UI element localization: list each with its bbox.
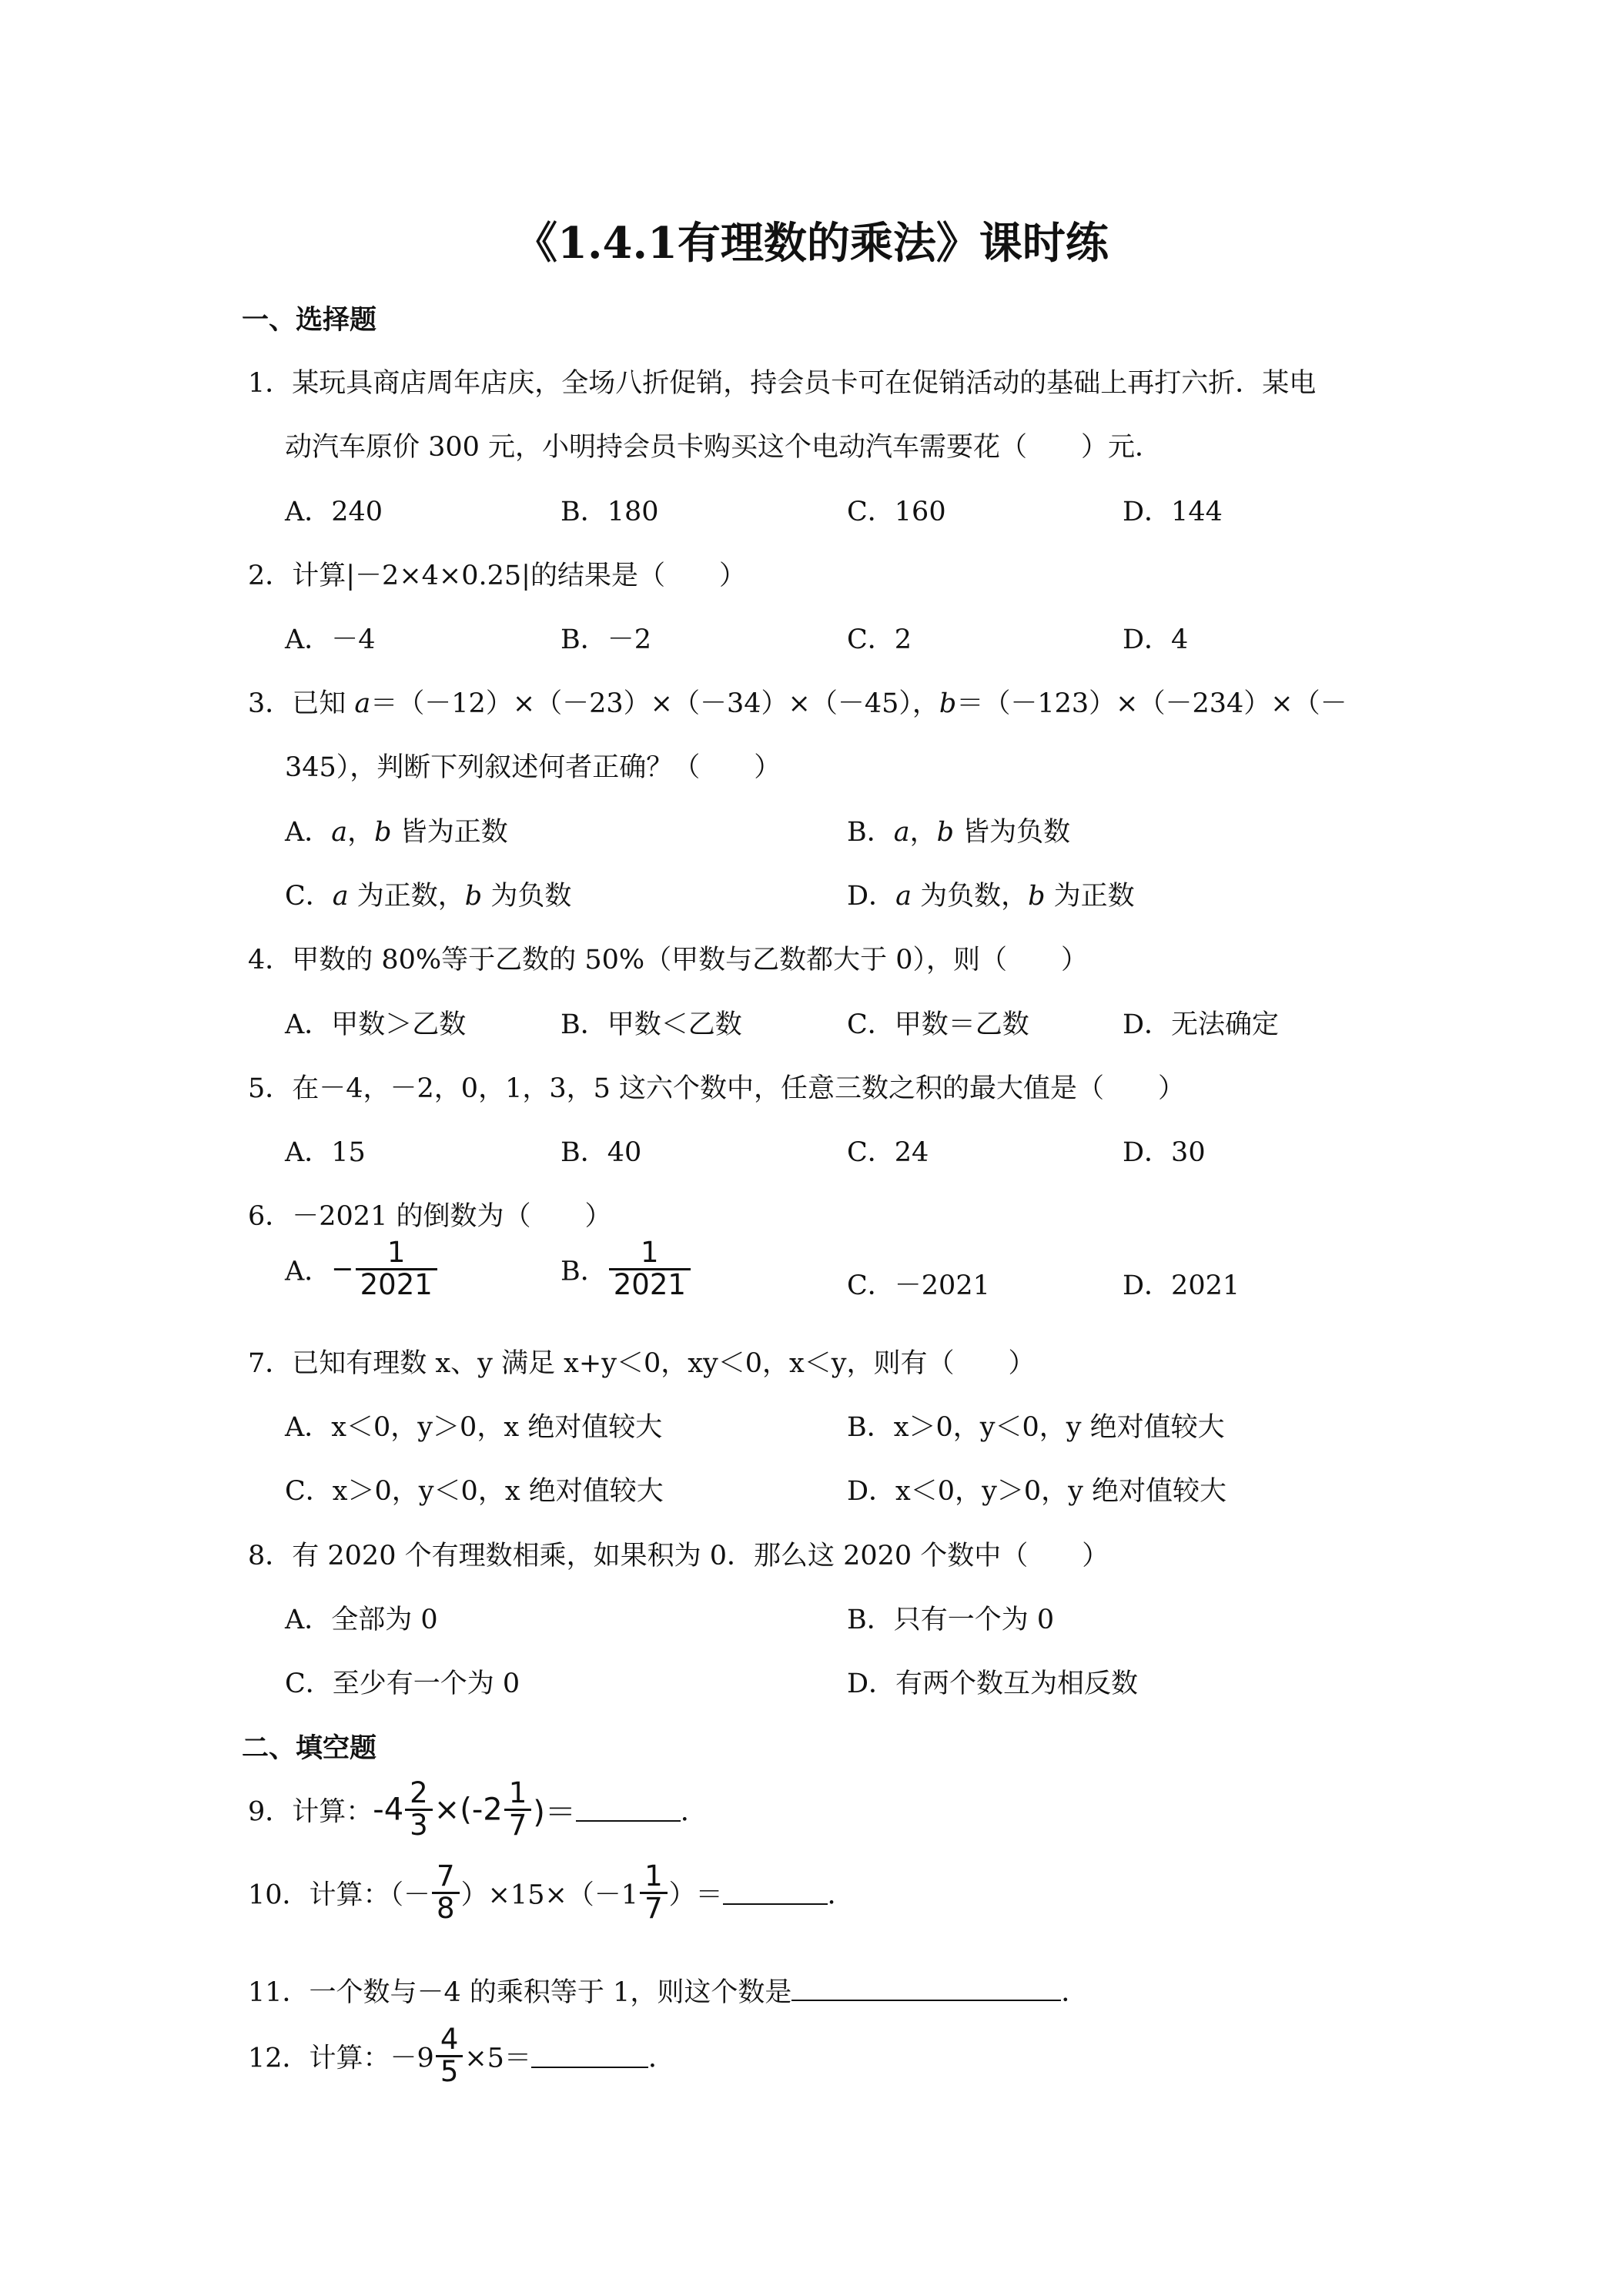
q9: 9．计算：-4 $\frac{2}{3}$ ×(-2 $\frac{1}{7}$ )＝ ． [248, 1776, 708, 1842]
q2-option-c: C．2 [847, 624, 912, 655]
q10-fraction-1: $\frac{7}{8}$ [432, 1862, 460, 1924]
q1-option-c: C．160 [847, 497, 946, 527]
q1-option-d: D．144 [1123, 497, 1223, 527]
q12: 12．计算：－9 $\frac{4}{5}$ ×5＝ ． [248, 2023, 675, 2088]
q6-option-b-fraction: $\frac{1}{2021}$ [609, 1238, 691, 1300]
q8-option-d: D．有两个数互为相反数 [847, 1668, 1139, 1699]
q12-fraction: $\frac{4}{5}$ [436, 2025, 463, 2087]
q1-stem-line2: 动汽车原价 300 元，小明持会员卡购买这个电动汽车需要花（ ）元． [285, 432, 1163, 463]
q7-stem: 7．已知有理数 x、y 满足 x+y＜0，xy＜0，x＜y，则有（ ） [248, 1348, 1036, 1379]
q2-option-b: B．－2 [561, 624, 651, 655]
q6-option-d: D．2021 [1123, 1270, 1240, 1301]
q1-option-a: A．240 [285, 497, 383, 527]
q6-option-c: C．－2021 [847, 1270, 990, 1301]
q3-stem-line2: 345），判断下列叙述何者正确？（ ） [285, 752, 781, 783]
q9-fraction-1: $\frac{2}{3}$ [405, 1779, 433, 1841]
q6-option-b: B． $\frac{1}{2021}$ [561, 1238, 692, 1300]
q7-option-a: A．x＜0，y＞0，x 绝对值较大 [285, 1412, 663, 1443]
q4-option-d: D．无法确定 [1123, 1009, 1280, 1040]
page-title: 《1.4.1有理数的乘法》课时练 [514, 218, 1109, 269]
q1-stem-line1: 1．某玩具商店周年店庆，全场八折促销，持会员卡可在促销活动的基础上再打六折．某电 [248, 368, 1317, 399]
q5-option-d: D．30 [1123, 1137, 1206, 1168]
q5-option-b: B．40 [561, 1137, 642, 1168]
q4-option-b: B．甲数＜乙数 [561, 1009, 742, 1040]
q6-stem: 6．－2021 的倒数为（ ） [248, 1201, 612, 1232]
q8-option-a: A．全部为 0 [285, 1605, 438, 1635]
q8-option-b: B．只有一个为 0 [847, 1605, 1055, 1635]
q5-option-c: C．24 [847, 1137, 929, 1168]
q5-stem: 5．在－4，－2，0，1，3，5 这六个数中，任意三数之积的最大值是（ ） [248, 1073, 1186, 1104]
section-fill-heading: 二、填空题 [242, 1732, 377, 1764]
q3-option-c: C．a 为正数，b 为负数 [285, 881, 572, 912]
q10: 10．计算：（－ $\frac{7}{8}$ ）×15×（－1 $\frac{1}{7}$ ）＝ ． [248, 1859, 855, 1925]
q4-option-a: A．甲数＞乙数 [285, 1009, 467, 1040]
q3-option-b: B．a，b 皆为负数 [847, 817, 1071, 848]
q7-option-d: D．x＜0，y＞0，y 绝对值较大 [847, 1476, 1227, 1507]
q10-fraction-2: $\frac{1}{7}$ [640, 1862, 668, 1924]
q4-stem: 4．甲数的 80%等于乙数的 50%（甲数与乙数都大于 0），则（ ） [248, 945, 1089, 976]
q6-option-a: A．− $\frac{1}{2021}$ [285, 1238, 439, 1300]
q8-stem: 8．有 2020 个有理数相乘，如果积为 0．那么这 2020 个数中（ ） [248, 1541, 1109, 1571]
q11-answer-blank[interactable] [791, 1976, 1061, 2001]
q9-fraction-2: $\frac{1}{7}$ [504, 1779, 532, 1841]
q8-option-c: C．至少有一个为 0 [285, 1668, 520, 1699]
section-choice-heading: 一、选择题 [242, 304, 377, 336]
q1-option-b: B．180 [561, 497, 659, 527]
q3-option-a: A．a，b 皆为正数 [285, 817, 508, 848]
q3-stem-line1: 3．已知 a＝（－12）×（－23）×（－34）×（－45），b＝（－123）×（－234）×（－ [248, 688, 1347, 719]
q7-option-b: B．x＞0，y＜0，y 绝对值较大 [847, 1412, 1225, 1443]
q11: 11．一个数与－4 的乘积等于 1，则这个数是 ． [248, 1977, 1089, 2008]
q5-option-a: A．15 [285, 1137, 366, 1168]
q2-option-d: D．4 [1123, 624, 1189, 655]
q10-answer-blank[interactable] [723, 1880, 828, 1905]
q6-option-a-fraction: $\frac{1}{2021}$ [356, 1238, 437, 1300]
q3-option-d: D．a 为负数，b 为正数 [847, 881, 1135, 912]
q2-option-a: A．－4 [285, 624, 376, 655]
q12-answer-blank[interactable] [531, 2043, 648, 2068]
q2-stem: 2．计算|－2×4×0.25|的结果是（ ） [248, 561, 746, 591]
q7-option-c: C．x＞0，y＜0，x 绝对值较大 [285, 1476, 664, 1507]
q4-option-c: C．甲数＝乙数 [847, 1009, 1029, 1040]
q9-answer-blank[interactable] [576, 1797, 681, 1822]
